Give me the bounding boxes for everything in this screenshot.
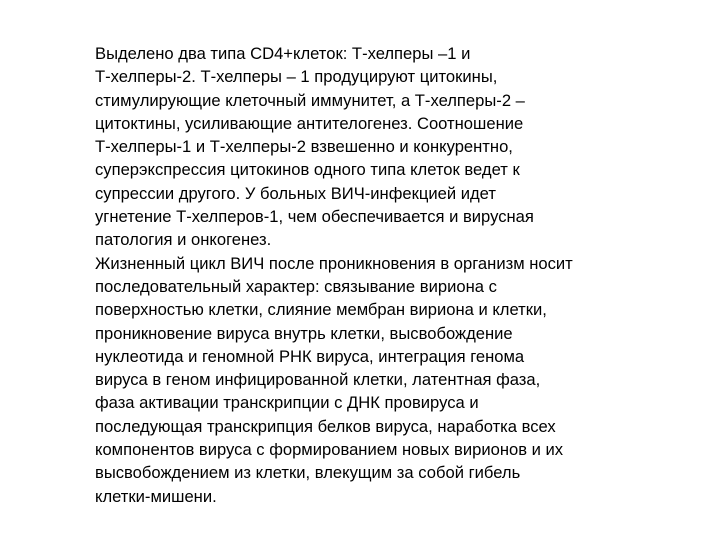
- text-line: клетки-мишени.: [95, 486, 217, 506]
- text-line: вируса в геном инфицированной клетки, латентная фаза,: [95, 370, 541, 390]
- text-line: фаза активации транскрипции с ДНК провируса и: [95, 393, 479, 413]
- text-line: Т-хелперы-1 и Т-хелперы-2 взвешенно и конкурентно,: [95, 137, 513, 157]
- text-line: Выделено два типа CD4+клеток: Т-хелперы –1 и: [95, 44, 471, 63]
- text-line: патология и онкогенез.: [95, 230, 272, 250]
- text-line: нуклеотида и геномной РНК вируса, интеграция генома: [95, 346, 525, 366]
- text-line: угнетение Т-хелперов-1, чем обеспечивается и вирусная: [95, 207, 534, 227]
- text-line: цитоктины, усиливающие антителогенез. Соотношение: [95, 113, 524, 133]
- text-line: последовательный характер: связывание вириона с: [95, 276, 497, 296]
- text-line: суперэкспрессия цитокинов одного типа клеток ведет к: [95, 160, 520, 180]
- text-line: супрессии другого. У больных ВИЧ-инфекцией идет: [95, 183, 496, 203]
- text-line: Т-хелперы-2. Т-хелперы – 1 продуцируют цитокины,: [95, 67, 498, 87]
- body-text: [95, 42, 705, 508]
- text-line: стимулирующие клеточный иммунитет, а Т-хелперы-2 –: [95, 90, 525, 110]
- text-line: поверхностью клетки, слияние мембран вириона и клетки,: [95, 300, 547, 320]
- text-line: компонентов вируса с формированием новых вирионов и их: [95, 440, 564, 460]
- text-line: проникновение вируса внутрь клетки, высвобождение: [95, 323, 513, 343]
- text-line: Жизненный цикл ВИЧ после проникновения в организм носит: [95, 253, 573, 273]
- text-line: высвобождением из клетки, влекущим за собой гибель: [95, 463, 521, 483]
- text-line: последующая транскрипция белков вируса, наработка всех: [95, 416, 556, 436]
